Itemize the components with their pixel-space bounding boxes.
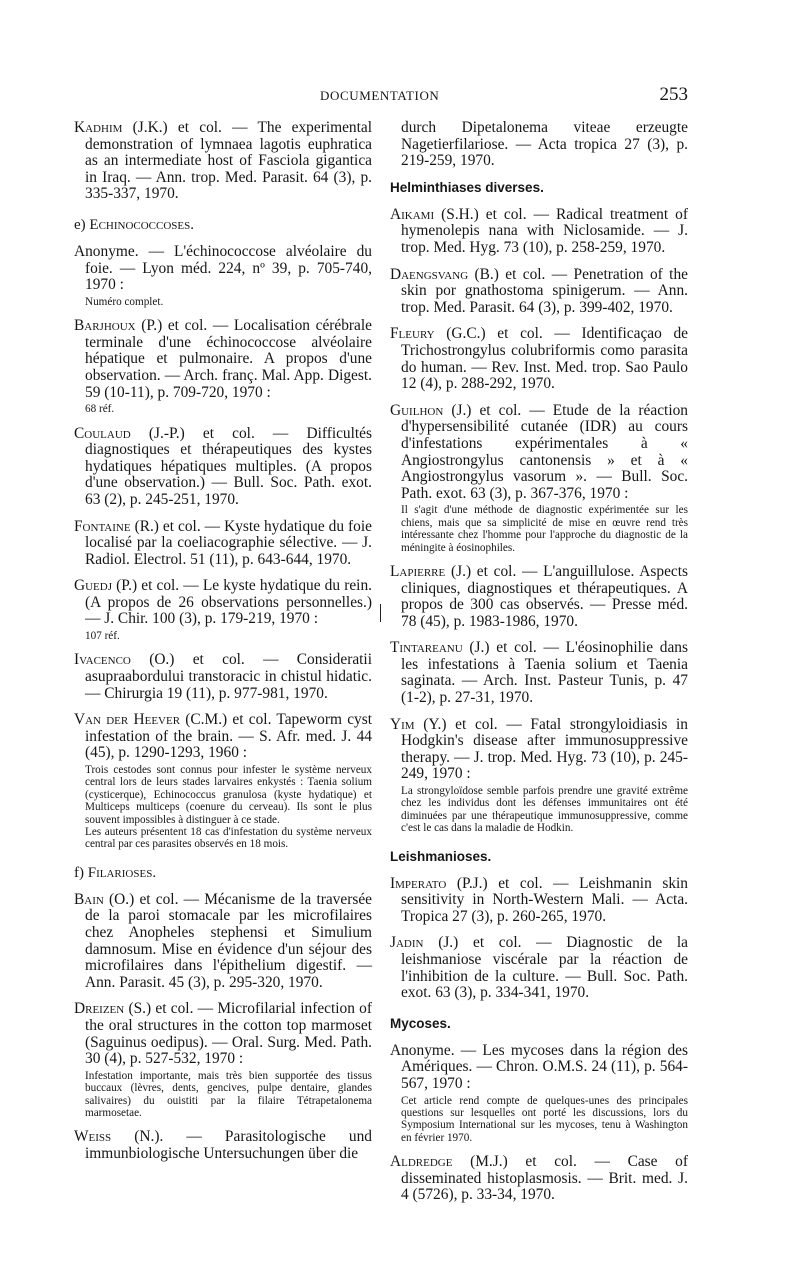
entry-author: Lapierre (390, 562, 446, 580)
entry-text: (S.) et col. — Microfilarial infection of the oral structures in the cotton top marmoset (Saguinus oedipus). — Oral. Surg. Med. Path. 30 (4), p. 527-532, 1970 : (85, 1000, 372, 1068)
entry-author: Yim (390, 715, 415, 733)
bibliography-entry (74, 519, 372, 569)
entry-author: Guilhon (390, 401, 444, 419)
bibliography-entry (390, 717, 688, 783)
entry-author: Bain (74, 890, 104, 908)
entry-note: Numéro complet. (85, 295, 164, 308)
entry-text: (G.C.) et col. — Identificaçao de Trichostrongylus colubriformis como parasita do human. — Rev. Inst. Med. trop. Sao Paulo 12 (4), p. 288-292, 1970. (401, 325, 688, 393)
entry-note: Cet article rend compte de quelques-unes des principales questions sur lesquelles ont porté les discussions, lors du Symposium International sur les mycoses, tenu à Washington en février 1970. (401, 1094, 688, 1144)
section-heading-echinococcoses (74, 217, 372, 234)
running-title: DOCUMENTATION (320, 88, 440, 103)
entry-author: Kadhim (74, 119, 123, 136)
bibliography-entry (390, 1154, 688, 1204)
left-column (74, 120, 372, 1173)
entry-text: (S.H.) et col. — Radical treatment of hymenolepis nana with Niclosamide. — J. trop. Med. Hyg. 73 (10), p. 258-259, 1970. (401, 205, 688, 256)
entry-note: Les auteurs présentent 18 cas d'infestation du système nerveux central par ces parasites observés en 18 mois. (85, 826, 372, 851)
entry-text: (J.K.) et col. — The experimental demonstration of lymnaea lagotis euphratica as an intermediate host of Fasciola gigantica in Iraq. — Ann. trop. Med. Parasit. 64 (3), p. 335-337, 1970. (85, 119, 372, 203)
bibliography-entry (74, 652, 372, 702)
entry-text: (O.) et col. — Consideratii asupraabordului transtoracic in chistul hidatic. — Chirurgia 19 (11), p. 977-981, 1970. (85, 651, 372, 702)
entry-author: Aikami (390, 205, 435, 223)
bibliography-entry (390, 935, 688, 1001)
entry-text: (J.) et col. — Diagnostic de la leishmaniose viscérale par la réaction de l'inhibition de la culture. — Bull. Soc. Path. exot. 63 (3), p. 334-341, 1970. (401, 934, 688, 1002)
subsection-heading-helminthiases: Helminthiases diverses. (390, 179, 544, 195)
entry-note: Trois cestodes sont connus pour infester le système nerveux central lors de leurs stades larvaires enkystés : Taenia solium (cysticerque), Echinococcus granulosa (kyste hydatique) et Multiceps multiceps (coenure du cerveau). Ils sont le plus souvent impossibles à distinguer à ce stade. (85, 764, 372, 826)
entry-text: (C.M.) et col. Tapeworm cyst infestation of the brain. — S. Afr. med. J. 44 (45), p. 1290-1293, 1960 : (85, 711, 372, 762)
entry-text: (M.J.) et col. — Case of disseminated histoplasmosis. — Brit. med. J. 4 (5726), p. 33-34, 1970. (401, 1153, 688, 1204)
entry-text: (O.) et col. — Mécanisme de la traversée de la paroi stomacale par les microfilaires chez Anopheles stephensi et Simulium damnosum. Mise en évidence d'un séjour des microfilaires dans l'épithelium digestif. — Ann. Parasit. 45 (3), p. 295-320, 1970. (85, 890, 372, 991)
entry-author: Jadin (390, 934, 424, 952)
bibliography-entry (74, 318, 372, 401)
section-heading-filarioses (74, 865, 372, 882)
bibliography-entry (74, 1001, 372, 1067)
bibliography-entry (74, 578, 372, 628)
entry-author: Aldredge (390, 1153, 453, 1171)
bibliography-entry (74, 1129, 372, 1162)
entry-note: Infestation importante, mais très bien supportée des tissus buccaux (lèvres, dents, gencives, pulpe dentaire, glandes salivaires) du ouistiti par la filaire Tétrapetalonema marmosetae. (85, 1069, 372, 1120)
section-prefix: e) (74, 216, 90, 233)
entry-text: (J.) et col. — L'éosinophilie dans les infestations à Taenia solium et Taenia saginata. — Arch. Inst. Pasteur Tunis, p. 47 (1-2), p. 27-31, 1970. (401, 639, 688, 707)
section-label: Echinococcoses. (89, 216, 195, 233)
bibliography-entry (74, 892, 372, 992)
entry-text: Anonyme. — Les mycoses dans la région des Amériques. — Chron. O.M.S. 24 (11), p. 564-567, 1970 : (390, 1041, 688, 1092)
entry-text: (P.) et col. — Localisation cérébrale terminale d'une échinococcose alvéolaire hépatique et pulmonaire. A propos d'une observation. — Arch. franç. Mal. App. Digest. 59 (10-11), p. 709-720, 1970 : (85, 317, 372, 401)
entry-author: Guedj (74, 577, 113, 595)
page-number: 253 (659, 84, 688, 105)
bibliography-entry (390, 640, 688, 706)
entry-author: Fleury (390, 325, 435, 343)
bibliography-entry (390, 403, 688, 503)
subsection-heading-leishmanioses: Leishmanioses. (390, 848, 492, 864)
entry-text: (J.-P.) et col. — Difficultés diagnostiques et thérapeutiques des kystes hydatiques hépatiques multiples. (A propos d'une observation.) — Bull. Soc. Path. exot. 63 (2), p. 245-251, 1970. (85, 424, 372, 508)
entry-text: (Y.) et col. — Fatal strongyloidiasis in Hodgkin's disease after immunosuppressive therapy. — J. trop. Med. Hyg. 73 (10), p. 245-249, 1970 : (401, 715, 688, 783)
column-divider (380, 604, 381, 622)
entry-text: (B.) et col. — Penetration of the skin por gnathostoma spinigerum. — Ann. trop. Med. Parasit. 64 (3), p. 399-402, 1970. (401, 265, 688, 316)
entry-author: Imperato (390, 874, 447, 892)
entry-author: Van der Heever (74, 711, 181, 729)
bibliography-entry (74, 120, 372, 203)
bibliography-entry (74, 244, 372, 294)
entry-author: Ivacenco (74, 651, 131, 669)
section-prefix: f) (74, 864, 88, 881)
entry-text: (R.) et col. — Kyste hydatique du foie localisé par la coeliacographie sélective. — J. Radiol. Electrol. 51 (11), p. 643-644, 1970. (85, 517, 372, 568)
bibliography-entry (390, 267, 688, 317)
bibliography-entry (390, 1043, 688, 1093)
entry-author: Tintareanu (390, 639, 463, 657)
entry-text: (P.J.) et col. — Leishmanin skin sensitivity in North-Western Mali. — Acta. Tropica 27 (3), p. 260-265, 1970. (401, 874, 688, 925)
bibliography-entry (390, 207, 688, 257)
bibliography-entry (390, 876, 688, 926)
bibliography-entry (74, 426, 372, 509)
entry-text: (J.) et col. — Etude de la réaction d'hypersensibilité cutanée (IDR) au cours d'infestations expérimentales à « Angiostrongylus cantonensis » et à « Angiostrongylus vasorum ». — Bull. Soc. Path. exot. 63 (3), p. 367-376, 1970 : (401, 401, 688, 502)
entry-text: (N.). — Parasitologische und immunbiologische Untersuchungen über die (85, 1128, 372, 1163)
subsection-heading-mycoses: Mycoses. (390, 1015, 451, 1031)
entry-note: Il s'agit d'une méthode de diagnostic expérimentée sur les chiens, mais que sa simplicité de mise en œuvre rend très intéressante chez l'homme pour l'approche du diagnostic de la méningite à éosinophiles. (401, 504, 688, 554)
entry-text: (P.) et col. — Le kyste hydatique du rein. (A propos de 26 observations personnelles.) — J. Chir. 100 (3), p. 179-219, 1970 : (85, 577, 372, 628)
bibliography-entry (390, 326, 688, 392)
bibliography-entry (390, 564, 688, 630)
entry-text: (J.) et col. — L'anguillulose. Aspects cliniques, diagnostiques et thérapeutiques. A propos de 300 cas observés. — Presse méd. 78 (45), p. 1983-1986, 1970. (401, 562, 688, 630)
entry-author: Dreizen (74, 1000, 125, 1018)
entry-author: Daengsvang (390, 265, 469, 283)
entry-note: 68 réf. (85, 403, 115, 416)
entry-author: Weiss (74, 1128, 112, 1146)
entry-note: La strongyloïdose semble parfois prendre une gravité extrême chez les individus dont les défenses immunitaires ont été diminuées par une thérapeutique immunosuppressive, comme c'est le cas dans la maladie de Hodkin. (401, 785, 688, 835)
entry-note: 107 réf. (85, 630, 120, 643)
entry-text: Anonyme. — L'échinococcose alvéolaire du foie. — Lyon méd. 224, nº 39, p. 705-740, 1970 : (74, 242, 372, 294)
page-header (74, 86, 686, 110)
entry-author: Coulaud (74, 424, 131, 442)
entry-text: durch Dipetalonema viteae erzeugte Nagetierfilariose. — Acta tropica 27 (3), p. 219-259, 1970. (401, 119, 688, 170)
bibliography-entry-continued (390, 120, 688, 170)
entry-author: Fontaine (74, 517, 131, 535)
section-label: Filarioses. (87, 864, 157, 881)
entry-author: Barjhoux (74, 317, 136, 335)
bibliography-entry (74, 712, 372, 762)
right-column (390, 120, 688, 1214)
